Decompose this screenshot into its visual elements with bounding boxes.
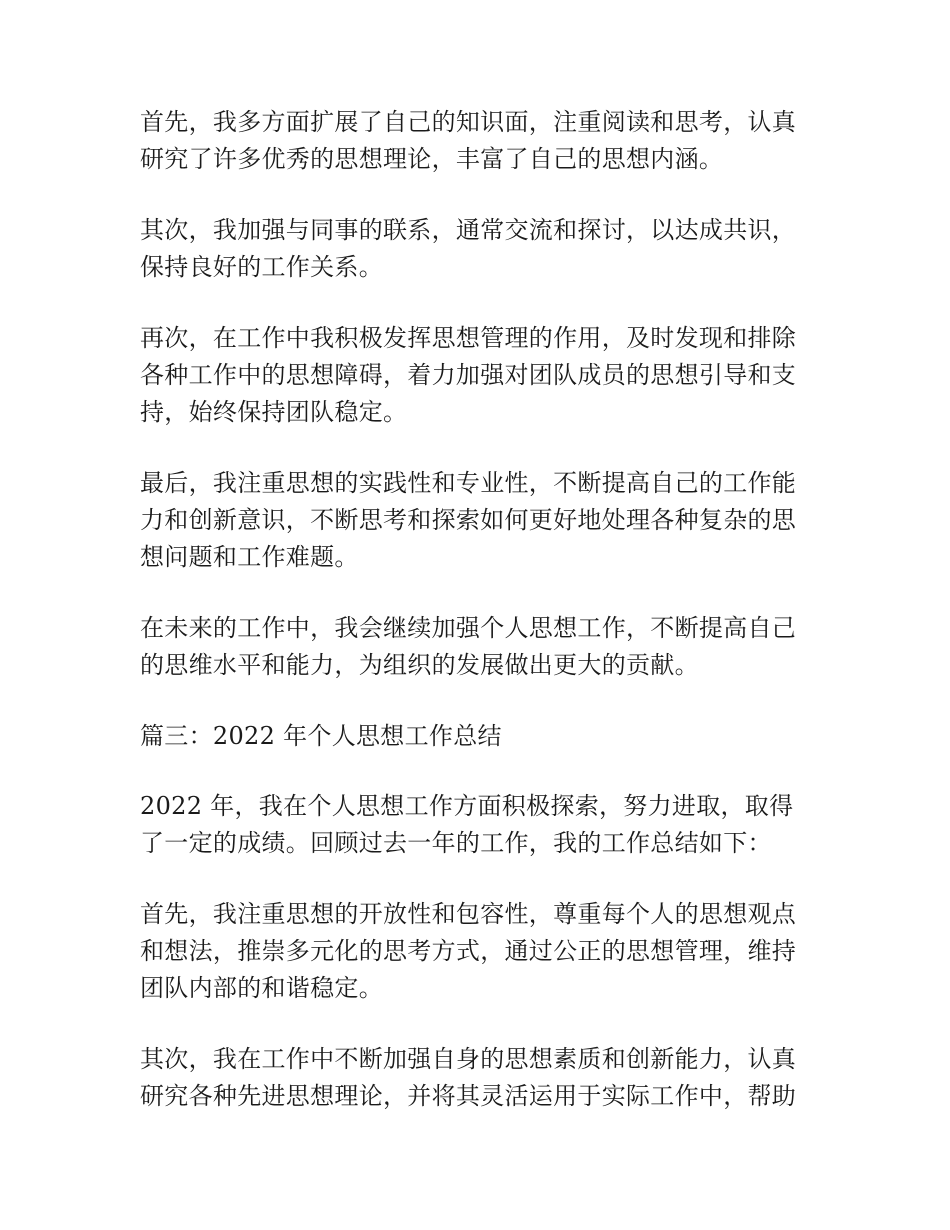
text-line: 持，始终保持团队稳定。 (140, 398, 408, 426)
text-line: 保持良好的工作关系。 (140, 253, 383, 281)
text-line: 首先，我注重思想的开放性和包容性，尊重每个人的思想观点 (140, 900, 797, 928)
paragraph-openness (140, 896, 820, 1007)
text-line: 研究了许多优秀的思想理论，丰富了自己的思想内涵。 (140, 145, 724, 173)
paragraph-management (140, 320, 820, 431)
text-line: 力和创新意识，不断思考和探索如何更好地处理各种复杂的思 (140, 506, 797, 534)
text-line: 在未来的工作中，我会继续加强个人思想工作，不断提高自己 (140, 614, 797, 642)
text-line: 最后，我注重思想的实践性和专业性，不断提高自己的工作能 (140, 469, 797, 497)
text-line: 和想法，推崇多元化的思考方式，通过公正的思想管理，维持 (140, 937, 797, 965)
section-heading (140, 718, 820, 755)
text-line: 了一定的成绩。回顾过去一年的工作，我的工作总结如下： (140, 829, 772, 857)
heading-text: 篇三：2022 年个人思想工作总结 (140, 722, 502, 750)
paragraph-future (140, 610, 820, 684)
text-line: 2022 年，我在个人思想工作方面积极探索，努力进取，取得 (140, 792, 794, 820)
text-line: 首先，我多方面扩展了自己的知识面，注重阅读和思考，认真 (140, 108, 797, 136)
text-line: 各种工作中的思想障碍，着力加强对团队成员的思想引导和支 (140, 361, 797, 389)
paragraph-2022-intro (140, 788, 820, 862)
paragraph-knowledge (140, 104, 820, 178)
text-line: 其次，我加强与同事的联系，通常交流和探讨，以达成共识， (140, 216, 797, 244)
document-body (140, 104, 820, 1149)
paragraph-practice (140, 465, 820, 576)
text-line: 的思维水平和能力，为组织的发展做出更大的贡献。 (140, 651, 699, 679)
text-line: 团队内部的和谐稳定。 (140, 974, 383, 1002)
paragraph-colleagues (140, 212, 820, 286)
text-line: 研究各种先进思想理论，并将其灵活运用于实际工作中，帮助 (140, 1082, 797, 1110)
text-line: 再次，在工作中我积极发挥思想管理的作用，及时发现和排除 (140, 324, 797, 352)
text-line: 想问题和工作难题。 (140, 543, 359, 571)
paragraph-innovation (140, 1041, 820, 1115)
text-line: 其次，我在工作中不断加强自身的思想素质和创新能力，认真 (140, 1045, 797, 1073)
